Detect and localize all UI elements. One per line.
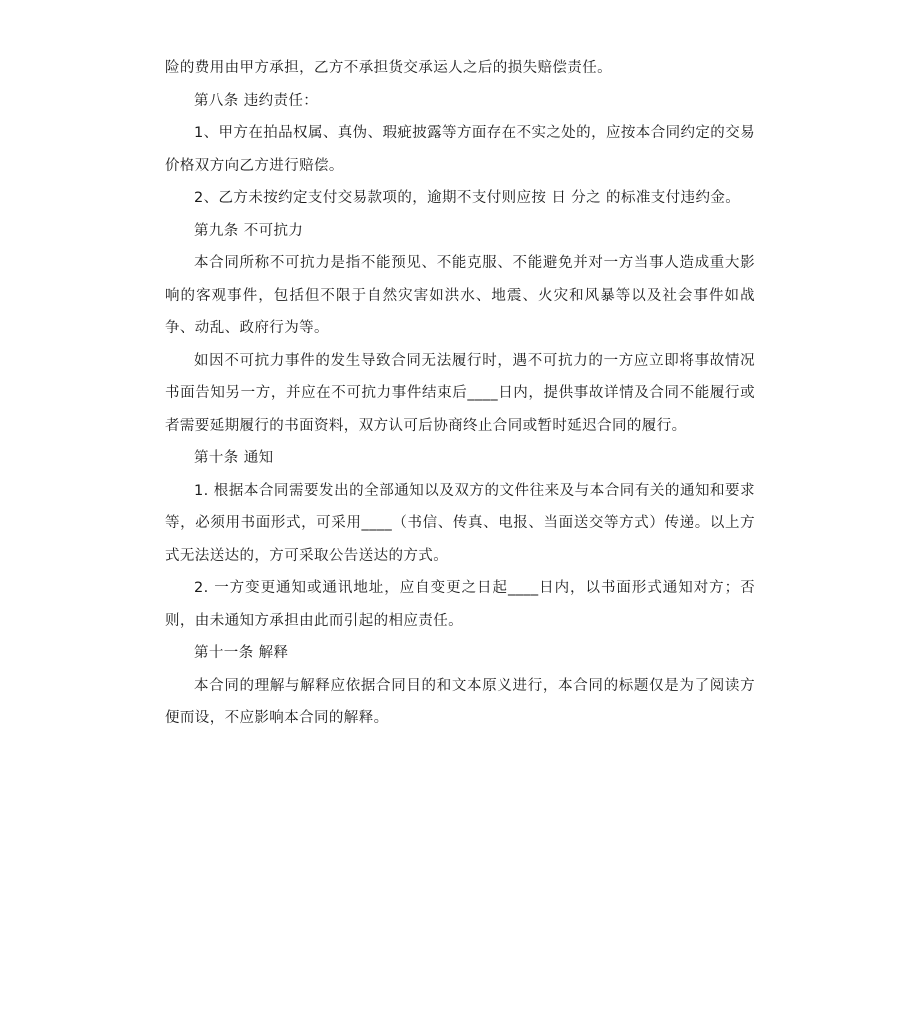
paragraph-article-8-item-1: 1、甲方在拍品权属、真伪、瑕疵披露等方面存在不实之处的，应按本合同约定的交易价格双方向乙方进行赔偿。 [165, 125, 755, 174]
paragraph-article-8-item-2: 2、乙方未按约定支付交易款项的，逾期不支付则应按 日 分之 的标准支付违约金。 [194, 190, 741, 206]
section-heading-article-11: 第十一条 解释 [194, 645, 289, 661]
paragraph-continuation: 险的费用由甲方承担，乙方不承担货交承运人之后的损失赔偿责任。 [165, 60, 612, 76]
section-heading-article-8: 第八条 违约责任： [194, 92, 319, 109]
section-heading-article-10: 第十条 通知 [194, 450, 274, 466]
paragraph-article-10-item-1: 1. 根据本合同需要发出的全部通知以及双方的文件往来及与本合同有关的通知和要求等，必须用书面形式，可采用____（书信、传真、电报、当面送交等方式）传递。以上方式无法送达的，方可采取公告送达的方式。 [165, 482, 755, 564]
paragraph-article-9-definition: 本合同所称不可抗力是指不能预见、不能克服、不能避免并对一方当事人造成重大影响的客观事件，包括但不限于自然灾害如洪水、地震、火灾和风暴等以及社会事件如战争、动乱、政府行为等。 [165, 255, 755, 336]
section-heading-article-9: 第九条 不可抗力 [194, 222, 304, 239]
paragraph-article-11-interpretation: 本合同的理解与解释应依据合同目的和文本原义进行，本合同的标题仅是为了阅读方便而设，不应影响本合同的解释。 [165, 677, 755, 726]
paragraph-article-9-procedure: 如因不可抗力事件的发生导致合同无法履行时，遇不可抗力的一方应立即将事故情况书面告知另一方，并应在不可抗力事件结束后____日内，提供事故详情及合同不能履行或者需要延期履行的书面资料，双方认可后协商终止合同或暂时延迟合同的履行。 [165, 352, 755, 434]
document-body [165, 52, 755, 735]
paragraph-article-10-item-2: 2. 一方变更通知或通讯地址，应自变更之日起____日内，以书面形式通知对方；否则，由未通知方承担由此而引起的相应责任。 [165, 580, 755, 629]
